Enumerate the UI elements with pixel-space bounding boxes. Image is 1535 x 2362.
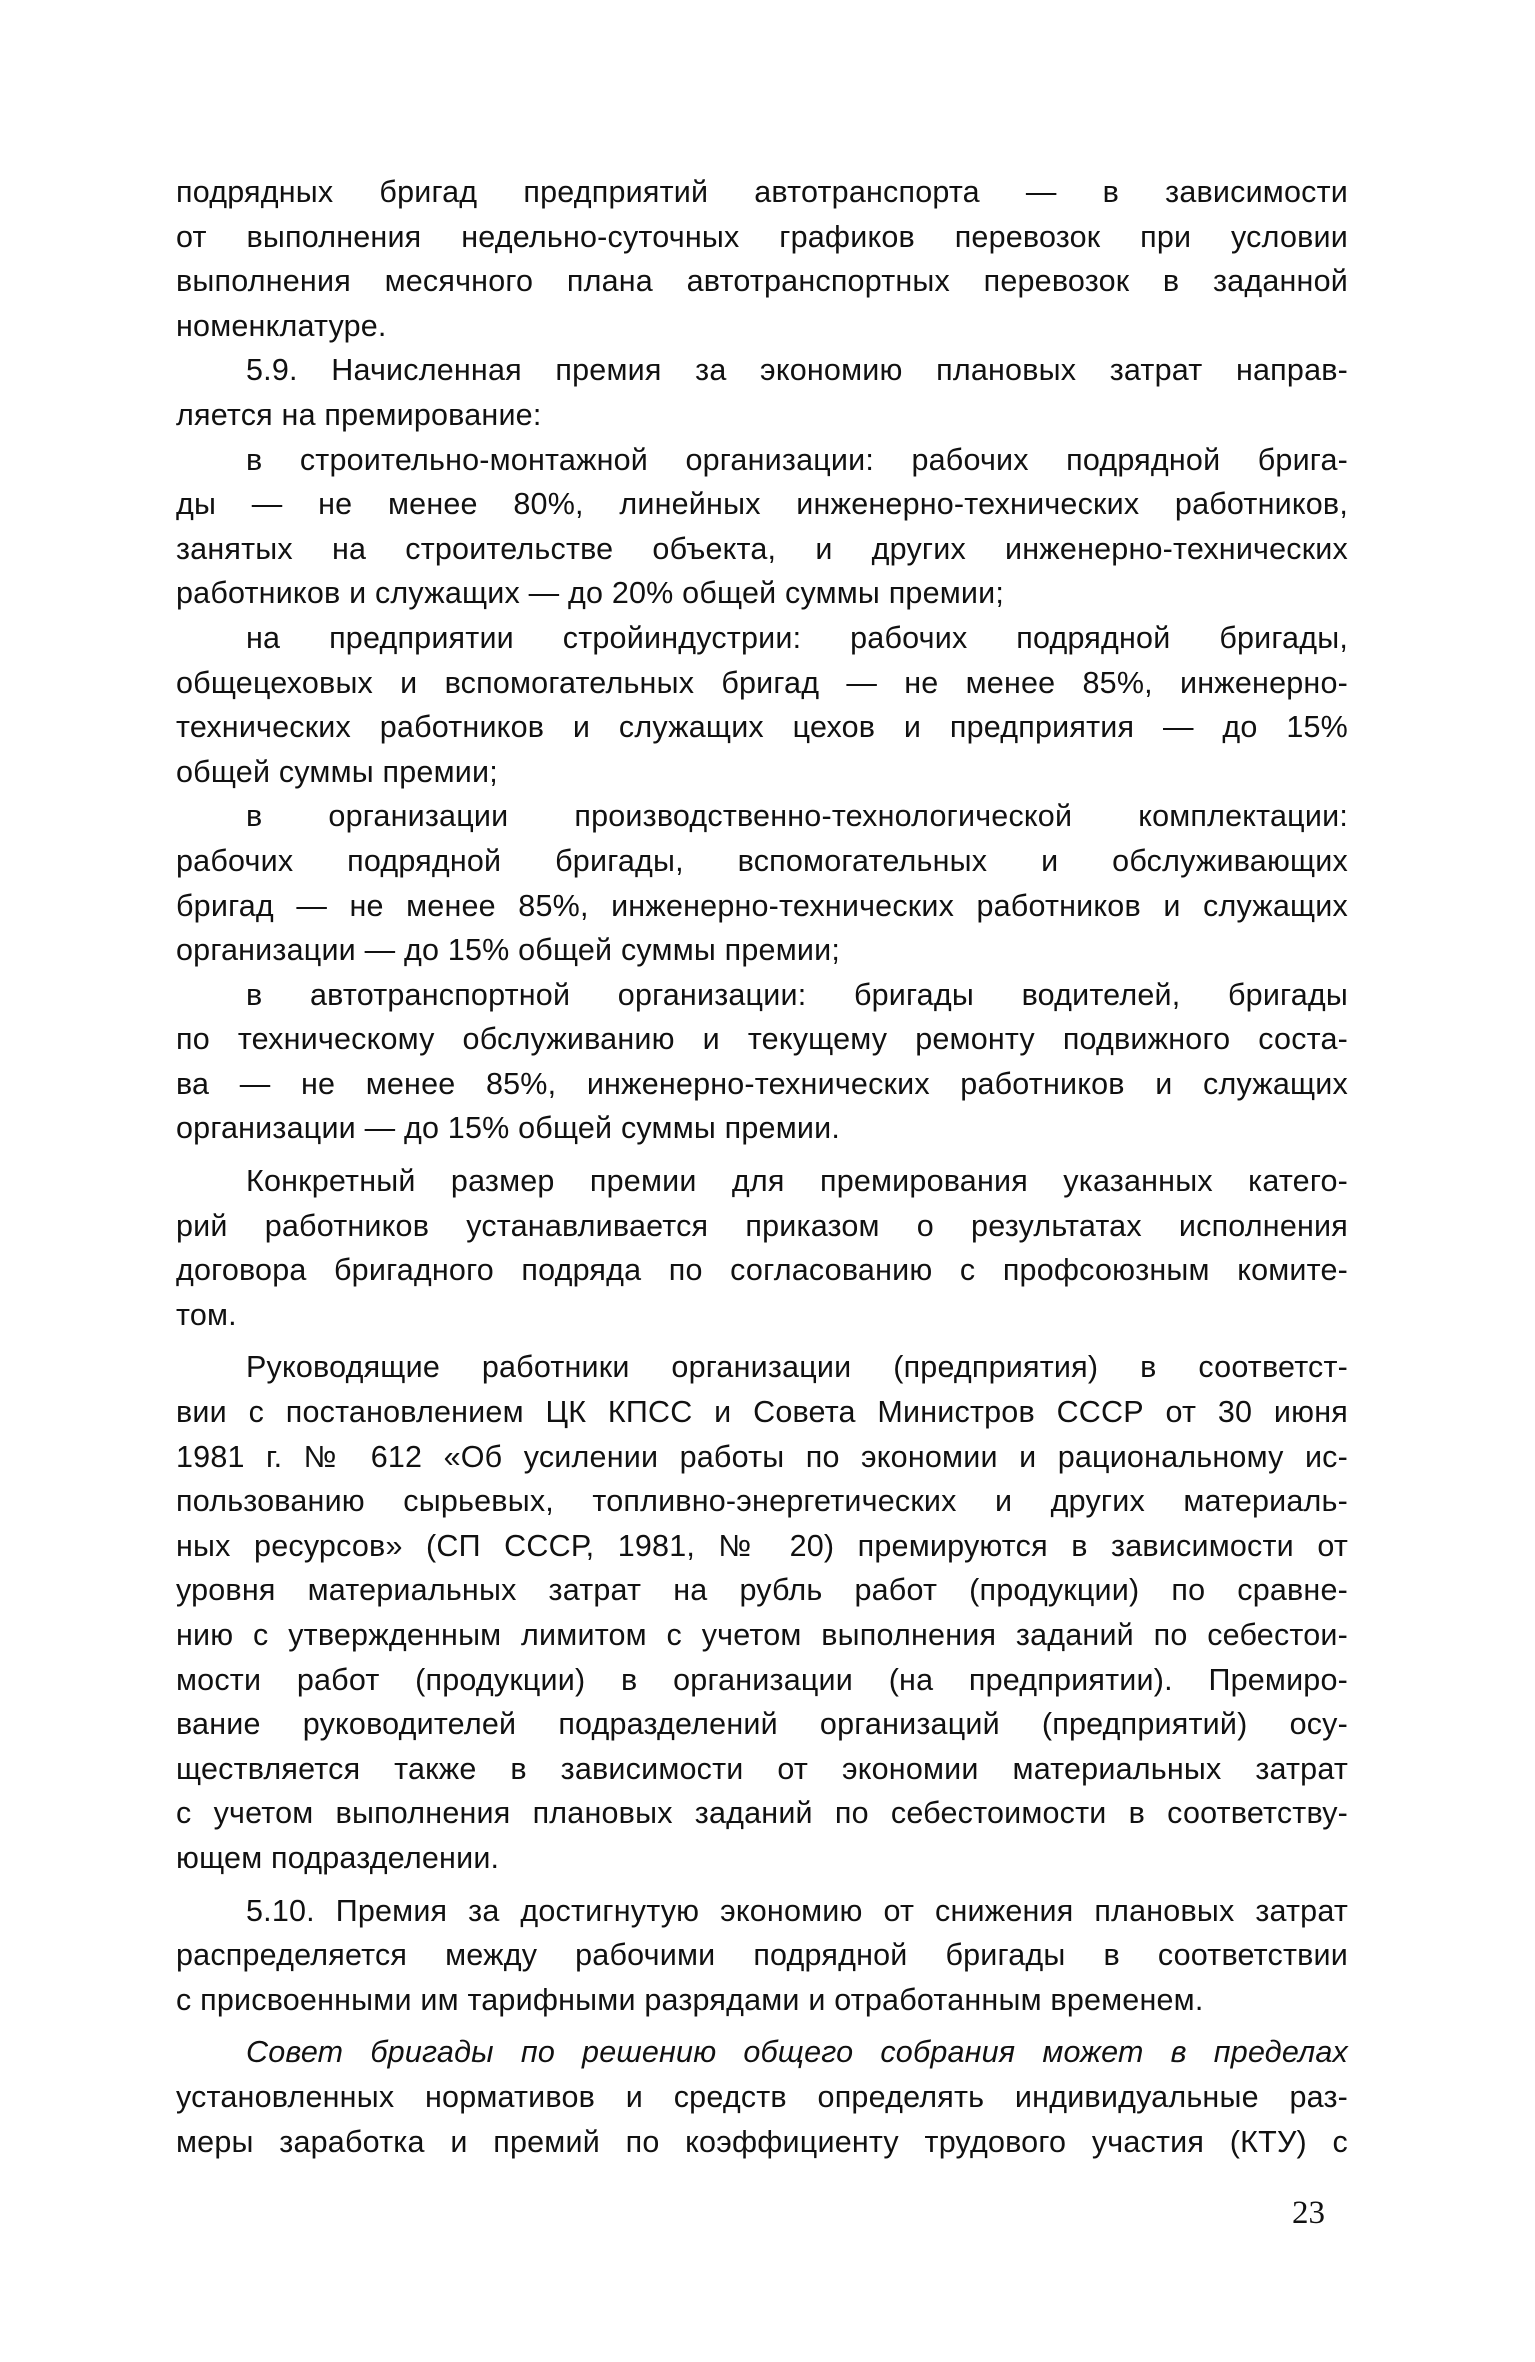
- text-line: меры заработка и премий по коэффициенту трудового участия (КТУ) с: [176, 2124, 1348, 2159]
- text-line: номенклатуре.: [176, 308, 387, 343]
- paragraph-bonus-size: [176, 1159, 1348, 1337]
- paragraph-gap: [176, 2022, 1348, 2030]
- text-line: пользованию сырьевых, топливно-энергетических и других материаль-: [176, 1484, 1348, 1519]
- text-line: Руководящие работники организации (предприятия) в соответст-: [246, 1350, 1348, 1385]
- text-line: Конкретный размер премии для премирования указанных катего-: [246, 1164, 1348, 1199]
- paragraph-brigade-council: [176, 2030, 1348, 2164]
- paragraph-industry-enterprise: [176, 616, 1348, 794]
- text-line: в автотранспортной организации: бригады водителей, бригады: [246, 977, 1348, 1012]
- text-line: установленных нормативов и средств определять индивидуальные раз-: [176, 2079, 1348, 2114]
- text-line: выполнения месячного плана автотранспортных перевозок в заданной: [176, 264, 1348, 299]
- page-number: 23: [1292, 2195, 1325, 2231]
- text-line: подрядных бригад предприятий автотранспорта — в зависимости: [176, 175, 1348, 209]
- italic-text-line: Совет бригады по решению общего собрания может в пределах: [246, 2035, 1348, 2070]
- paragraph-gap: [176, 1881, 1348, 1889]
- text-line: вии с постановлением ЦК КПСС и Совета Министров СССР от 30 июня: [176, 1395, 1348, 1430]
- text-line: ляется на премирование:: [176, 397, 542, 432]
- paragraph-5-10: [176, 1889, 1348, 2023]
- paragraph-gap: [176, 1337, 1348, 1345]
- text-line: общей суммы премии;: [176, 754, 498, 789]
- text-line: ды — не менее 80%, линейных инженерно-технических работников,: [176, 487, 1348, 522]
- text-line: ющем подразделении.: [176, 1840, 500, 1875]
- text-line: мости работ (продукции) в организации (на предприятии). Премиро-: [176, 1662, 1348, 1697]
- paragraph-transport-org: [176, 973, 1348, 1151]
- text-line: распределяется между рабочими подрядной бригады в соответствии: [176, 1938, 1348, 1973]
- paragraph-construction-org: [176, 438, 1348, 616]
- paragraph-gap: [176, 1151, 1348, 1159]
- text-line: с присвоенными им тарифными разрядами и отработанным временем.: [176, 1982, 1204, 2017]
- text-line: организации — до 15% общей суммы премии;: [176, 933, 841, 968]
- text-line: ва — не менее 85%, инженерно-технических работников и служащих: [176, 1066, 1348, 1101]
- paragraph-completion-org: [176, 794, 1348, 972]
- text-line: 5.10. Премия за достигнутую экономию от снижения плановых затрат: [246, 1893, 1348, 1928]
- text-line: 1981 г. № 612 «Об усилении работы по экономии и рациональному ис-: [176, 1439, 1348, 1474]
- paragraph-transport-brigades: [176, 170, 1348, 348]
- text-line: технических работников и служащих цехов и предприятия — до 15%: [176, 710, 1348, 745]
- paragraph-5-9: [176, 348, 1348, 437]
- text-line: на предприятии стройиндустрии: рабочих подрядной бригады,: [246, 620, 1348, 655]
- text-line: нию с утвержденным лимитом с учетом выполнения заданий по себестои-: [176, 1618, 1348, 1652]
- text-line: бригад — не менее 85%, инженерно-технических работников и служащих: [176, 888, 1348, 923]
- text-line: в строительно-монтажной организации: рабочих подрядной брига-: [246, 442, 1348, 477]
- paragraph-management: [176, 1345, 1348, 1880]
- text-line: по техническому обслуживанию и текущему ремонту подвижного соста-: [176, 1022, 1348, 1057]
- text-line: 5.9. Начисленная премия за экономию плановых затрат направ-: [246, 353, 1348, 388]
- text-line: вание руководителей подразделений организаций (предприятий) осу-: [176, 1707, 1348, 1742]
- text-line: том.: [176, 1297, 237, 1332]
- text-line: общецеховых и вспомогательных бригад — не менее 85%, инженерно-: [176, 665, 1348, 700]
- text-line: ществляется также в зависимости от экономии материальных затрат: [176, 1751, 1348, 1786]
- document-page: [176, 170, 1348, 2164]
- text-line: с учетом выполнения плановых заданий по себестоимости в соответству-: [176, 1796, 1348, 1831]
- text-line: занятых на строительстве объекта, и других инженерно-технических: [176, 531, 1348, 566]
- text-line: работников и служащих — до 20% общей суммы премии;: [176, 576, 1005, 611]
- text-line: уровня материальных затрат на рубль работ (продукции) по сравне-: [176, 1573, 1348, 1608]
- text-line: договора бригадного подряда по согласованию с профсоюзным комите-: [176, 1253, 1348, 1288]
- text-line: от выполнения недельно-суточных графиков перевозок при условии: [176, 219, 1348, 254]
- text-line: ных ресурсов» (СП СССР, 1981, № 20) премируются в зависимости от: [176, 1528, 1348, 1563]
- text-line: в организации производственно-технологической комплектации:: [246, 799, 1348, 834]
- text-line: рабочих подрядной бригады, вспомогательных и обслуживающих: [176, 843, 1348, 878]
- text-line: организации — до 15% общей суммы премии.: [176, 1111, 841, 1146]
- text-line: рий работников устанавливается приказом о результатах исполнения: [176, 1208, 1348, 1243]
